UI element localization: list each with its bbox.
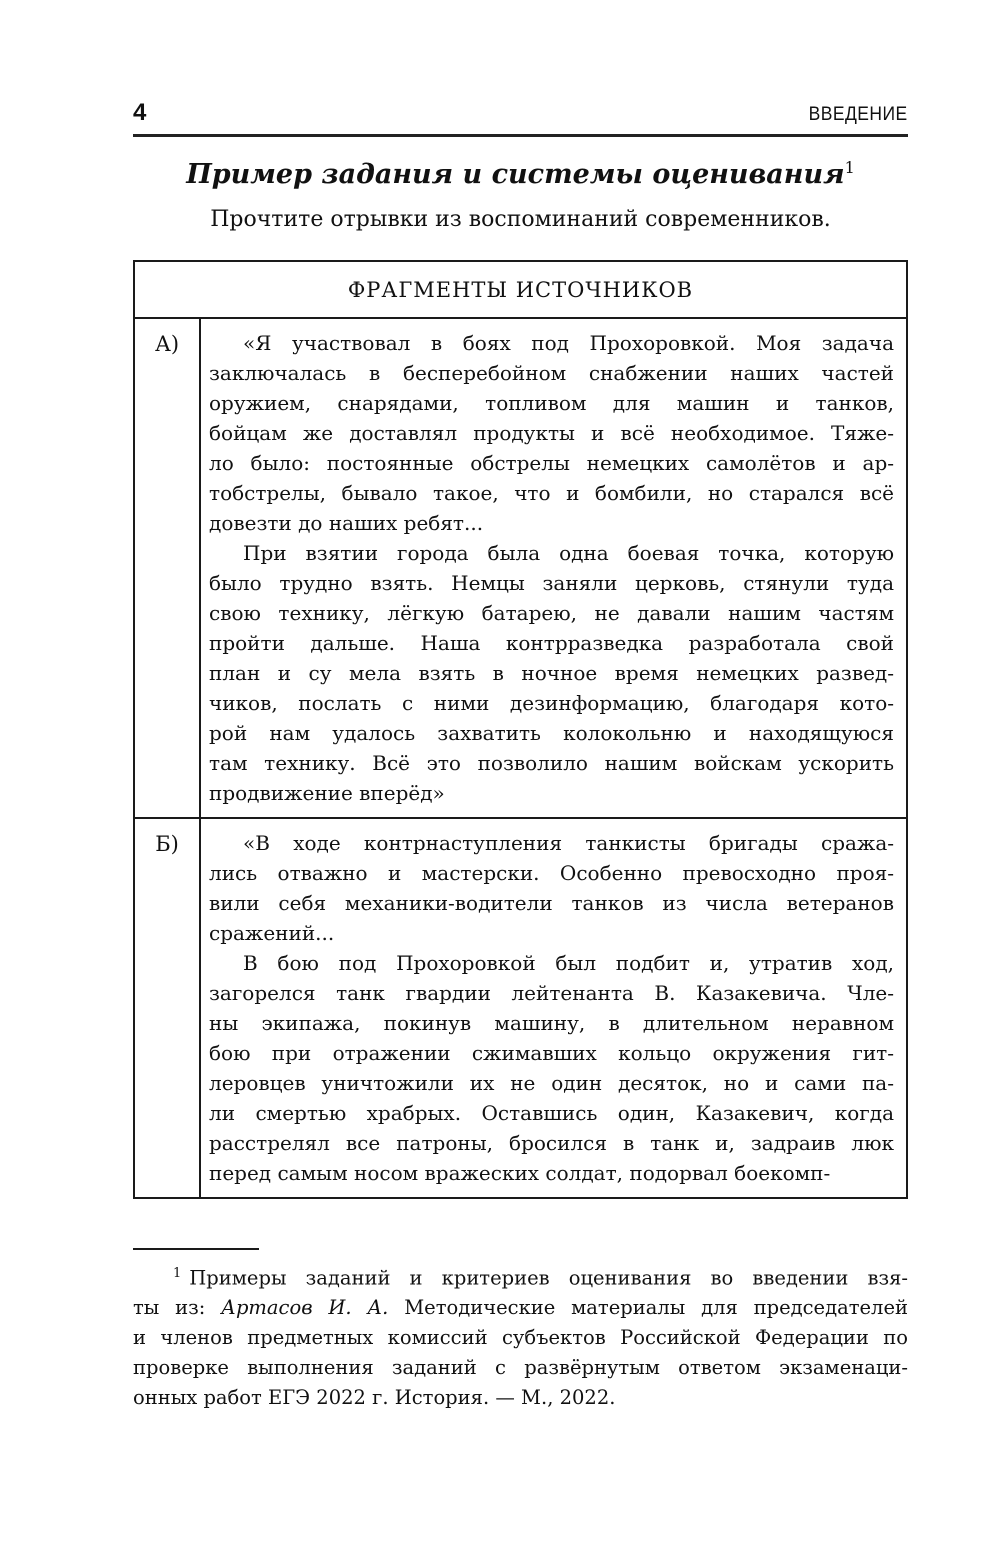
- section-header: ВВЕДЕНИЕ: [808, 104, 908, 125]
- footnote-segment: и членов предметных комиссий субъектов Российской Федерации по: [133, 1326, 908, 1350]
- instruction-text: Прочтите отрывки из воспоминаний современников.: [210, 207, 831, 233]
- footnote-segment: проверке выполнения заданий с развёрнутым ответом экзаменаци-: [133, 1356, 908, 1380]
- text-line: оружием, снарядами, топливом для машин и танков,: [209, 390, 894, 415]
- row-text: [201, 819, 906, 1197]
- paragraph: [209, 328, 894, 538]
- text-line: перед самым носом вражеских солдат, подорвал боекомп-: [209, 1160, 831, 1185]
- text-line: продвижение вперёд»: [209, 780, 445, 805]
- footnote-line: [133, 1259, 908, 1294]
- text-line: довезти до наших ребят...: [209, 510, 484, 535]
- text-line: ли смертью храбрых. Оставшись один, Казакевич, когда: [209, 1100, 894, 1125]
- page-content: [133, 0, 908, 1413]
- table-body: [135, 319, 906, 1197]
- footnote-line: [133, 1323, 908, 1353]
- text-line: план и су мела взять в ночное время немецких развед-: [209, 660, 894, 685]
- text-line: свою технику, лёгкую батарею, не давали нашим частям: [209, 600, 894, 625]
- text-line: вили себя механики-водители танков из числа ветеранов: [209, 890, 894, 915]
- text-line: загорелся танк гвардии лейтенанта В. Казакевича. Чле-: [209, 980, 894, 1005]
- page-title: [133, 158, 908, 191]
- footnote: [133, 1248, 908, 1414]
- text-line: тобстрелы, бывало такое, что и бомбили, но старался всё: [209, 480, 894, 505]
- text-line: «Я участвовал в боях под Прохоровкой. Моя задача: [243, 330, 894, 355]
- footnote-segment: онных работ ЕГЭ 2022 г. История. — М., 2022.: [133, 1386, 616, 1410]
- footnote-author: Артасов И. А.: [221, 1296, 389, 1320]
- text-line: рой нам удалось захватить колокольню и находящуюся: [209, 720, 894, 745]
- text-line: леровцев уничтожили их не один десяток, но и сами па-: [209, 1070, 894, 1095]
- table-header: ФРАГМЕНТЫ ИСТОЧНИКОВ: [135, 262, 906, 319]
- text-line: чиков, послать с ними дезинформацию, благодаря кото-: [209, 690, 894, 715]
- footnote-segment: Методические материалы для председателей: [388, 1296, 908, 1320]
- text-line: сражений...: [209, 920, 335, 945]
- footnote-line: [133, 1353, 908, 1383]
- sources-table: [133, 260, 908, 1199]
- running-head: [133, 0, 908, 125]
- text-line: При взятии города была одна боевая точка, которую: [243, 540, 894, 565]
- page-title-text: Пример задания и системы оценивания: [186, 159, 845, 190]
- text-line: В бою под Прохоровкой был подбит и, утратив ход,: [243, 950, 894, 975]
- text-line: «В ходе контрнаступления танкисты бригады сража-: [243, 830, 894, 855]
- footnote-text: [133, 1259, 908, 1414]
- text-line: бойцам же доставлял продукты и всё необходимое. Тяже-: [209, 420, 894, 445]
- row-label: Б): [135, 819, 201, 1197]
- footnote-segment: Примеры заданий и критериев оценивания во введении взя-: [189, 1266, 908, 1290]
- page-number: 4: [133, 99, 147, 126]
- title-footnote-marker: 1: [844, 158, 855, 177]
- footnote-line: [133, 1383, 908, 1413]
- text-line: там технику. Всё это позволило нашим войскам ускорить: [209, 750, 894, 775]
- text-line: ло было: постоянные обстрелы немецких самолётов и ар-: [209, 450, 894, 475]
- paragraph: [209, 948, 894, 1188]
- text-line: бою при отражении сжимавших кольцо окружения гит-: [209, 1040, 894, 1065]
- row-text: [201, 319, 906, 817]
- table-row: [135, 817, 906, 1197]
- table-row: [135, 319, 906, 817]
- footnote-segment: ты из:: [133, 1296, 222, 1320]
- row-label: А): [135, 319, 201, 817]
- text-line: лись отважно и мастерски. Особенно превосходно проя-: [209, 860, 894, 885]
- footnote-rule: [133, 1248, 259, 1250]
- text-line: было трудно взять. Немцы заняли церковь, стянули туда: [209, 570, 894, 595]
- paragraph: [209, 828, 894, 948]
- paragraph: [209, 538, 894, 808]
- text-line: пройти дальше. Наша контрразведка разработала свой: [209, 630, 894, 655]
- footnote-marker: 1: [173, 1265, 182, 1281]
- text-line: ны экипажа, покинув машину, в длительном неравном: [209, 1010, 894, 1035]
- text-line: расстрелял все патроны, бросился в танк и, задраив люк: [209, 1130, 894, 1155]
- text-line: заключалась в бесперебойном снабжении наших частей: [209, 360, 894, 385]
- footnote-line: [133, 1293, 908, 1323]
- header-rule: [133, 134, 908, 137]
